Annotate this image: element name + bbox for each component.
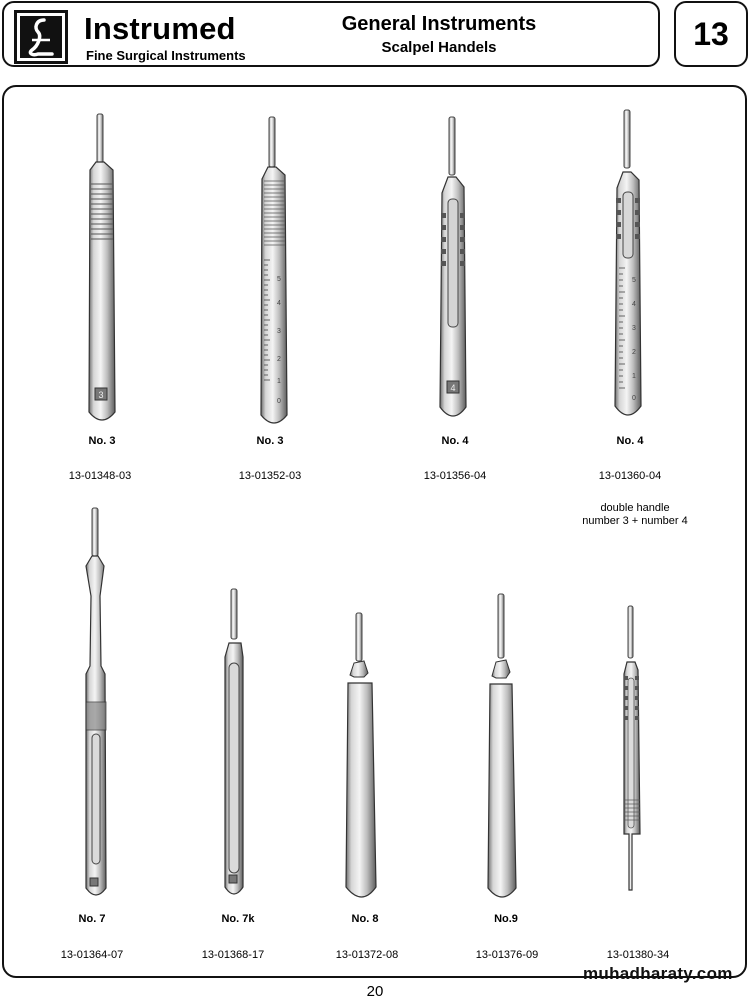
- ruler-mark: 2: [632, 349, 636, 356]
- scalpel-handle-no4-illustration: [432, 115, 477, 435]
- ruler-mark: 0: [632, 395, 636, 402]
- scalpel-handle-no7k: [215, 587, 255, 907]
- instrument-code: 13-01364-07: [60, 949, 124, 961]
- instrument-code: 13-01352-03: [238, 470, 302, 482]
- scalpel-handle-no7-illustration: [74, 506, 119, 906]
- brand-tagline: Fine Surgical Instruments: [86, 48, 246, 63]
- ruler-mark: 4: [277, 300, 281, 307]
- scalpel-handle-long-illustration: [614, 604, 654, 904]
- ruler-mark: 1: [277, 378, 281, 385]
- scalpel-handle-no8: [340, 611, 385, 911]
- instrument-code: 13-01380-34: [606, 949, 670, 961]
- scalpel-handle-no4-double: [607, 108, 652, 428]
- scalpel-handle-no3-graduated-illustration: [252, 115, 297, 435]
- instrument-label: No. 8: [351, 913, 379, 925]
- page-number: 20: [366, 983, 384, 1000]
- scalpel-handle-no3: [80, 112, 125, 432]
- instrument-code: 13-01348-03: [68, 470, 132, 482]
- instrument-label: No. 3: [88, 435, 116, 447]
- handle-size-mark: 4: [450, 383, 456, 393]
- instrument-note: [555, 502, 715, 528]
- watermark: muhadharaty.com: [583, 964, 733, 983]
- instrument-code: 13-01356-04: [423, 470, 487, 482]
- handle-size-mark: 3: [98, 390, 104, 400]
- ruler-mark: 5: [632, 277, 636, 284]
- page-subtitle: Scalpel Handels: [381, 39, 497, 56]
- page-title: General Instruments: [341, 13, 537, 35]
- scalpel-handle-no4: [432, 115, 477, 435]
- scalpel-handle-no9-illustration: [484, 592, 529, 912]
- scalpel-handle-no7k-illustration: [215, 587, 255, 907]
- scalpel-handle-no3-illustration: [80, 112, 125, 432]
- ruler-mark: 1: [632, 373, 636, 380]
- scalpel-handle-no8-illustration: [340, 611, 385, 911]
- instrument-code: 13-01376-09: [475, 949, 539, 961]
- note-line: number 3 + number 4: [582, 515, 688, 527]
- instrument-label: No. 7k: [221, 913, 255, 925]
- instrument-code: 13-01360-04: [598, 470, 662, 482]
- ruler-mark: 3: [632, 325, 636, 332]
- section-number-badge: 13: [674, 1, 748, 67]
- brand-name: Instrumed: [84, 11, 236, 46]
- instrument-label: No. 3: [256, 435, 284, 447]
- instrument-label: No. 4: [616, 435, 644, 447]
- instrument-code: 13-01372-08: [335, 949, 399, 961]
- ruler-mark: 4: [632, 301, 636, 308]
- note-line: double handle: [600, 502, 670, 514]
- instrument-label: No. 7: [78, 913, 106, 925]
- scalpel-handle-long: [614, 604, 654, 904]
- logo-monogram-icon: [14, 10, 68, 64]
- header-box: [2, 1, 660, 67]
- ruler-mark: 0: [277, 398, 281, 405]
- scalpel-handle-no4-double-illustration: [607, 108, 652, 428]
- instrument-label: No. 4: [441, 435, 469, 447]
- instrument-code: 13-01368-17: [201, 949, 265, 961]
- scalpel-handle-no9: [484, 592, 529, 912]
- scalpel-handle-no7: [74, 506, 119, 906]
- ruler-mark: 5: [277, 276, 281, 283]
- brand-logo: [14, 10, 68, 64]
- ruler-mark: 3: [277, 328, 281, 335]
- instrument-label: No.9: [494, 913, 518, 925]
- ruler-mark: 2: [277, 356, 281, 363]
- scalpel-handle-no3-graduated: [252, 115, 297, 435]
